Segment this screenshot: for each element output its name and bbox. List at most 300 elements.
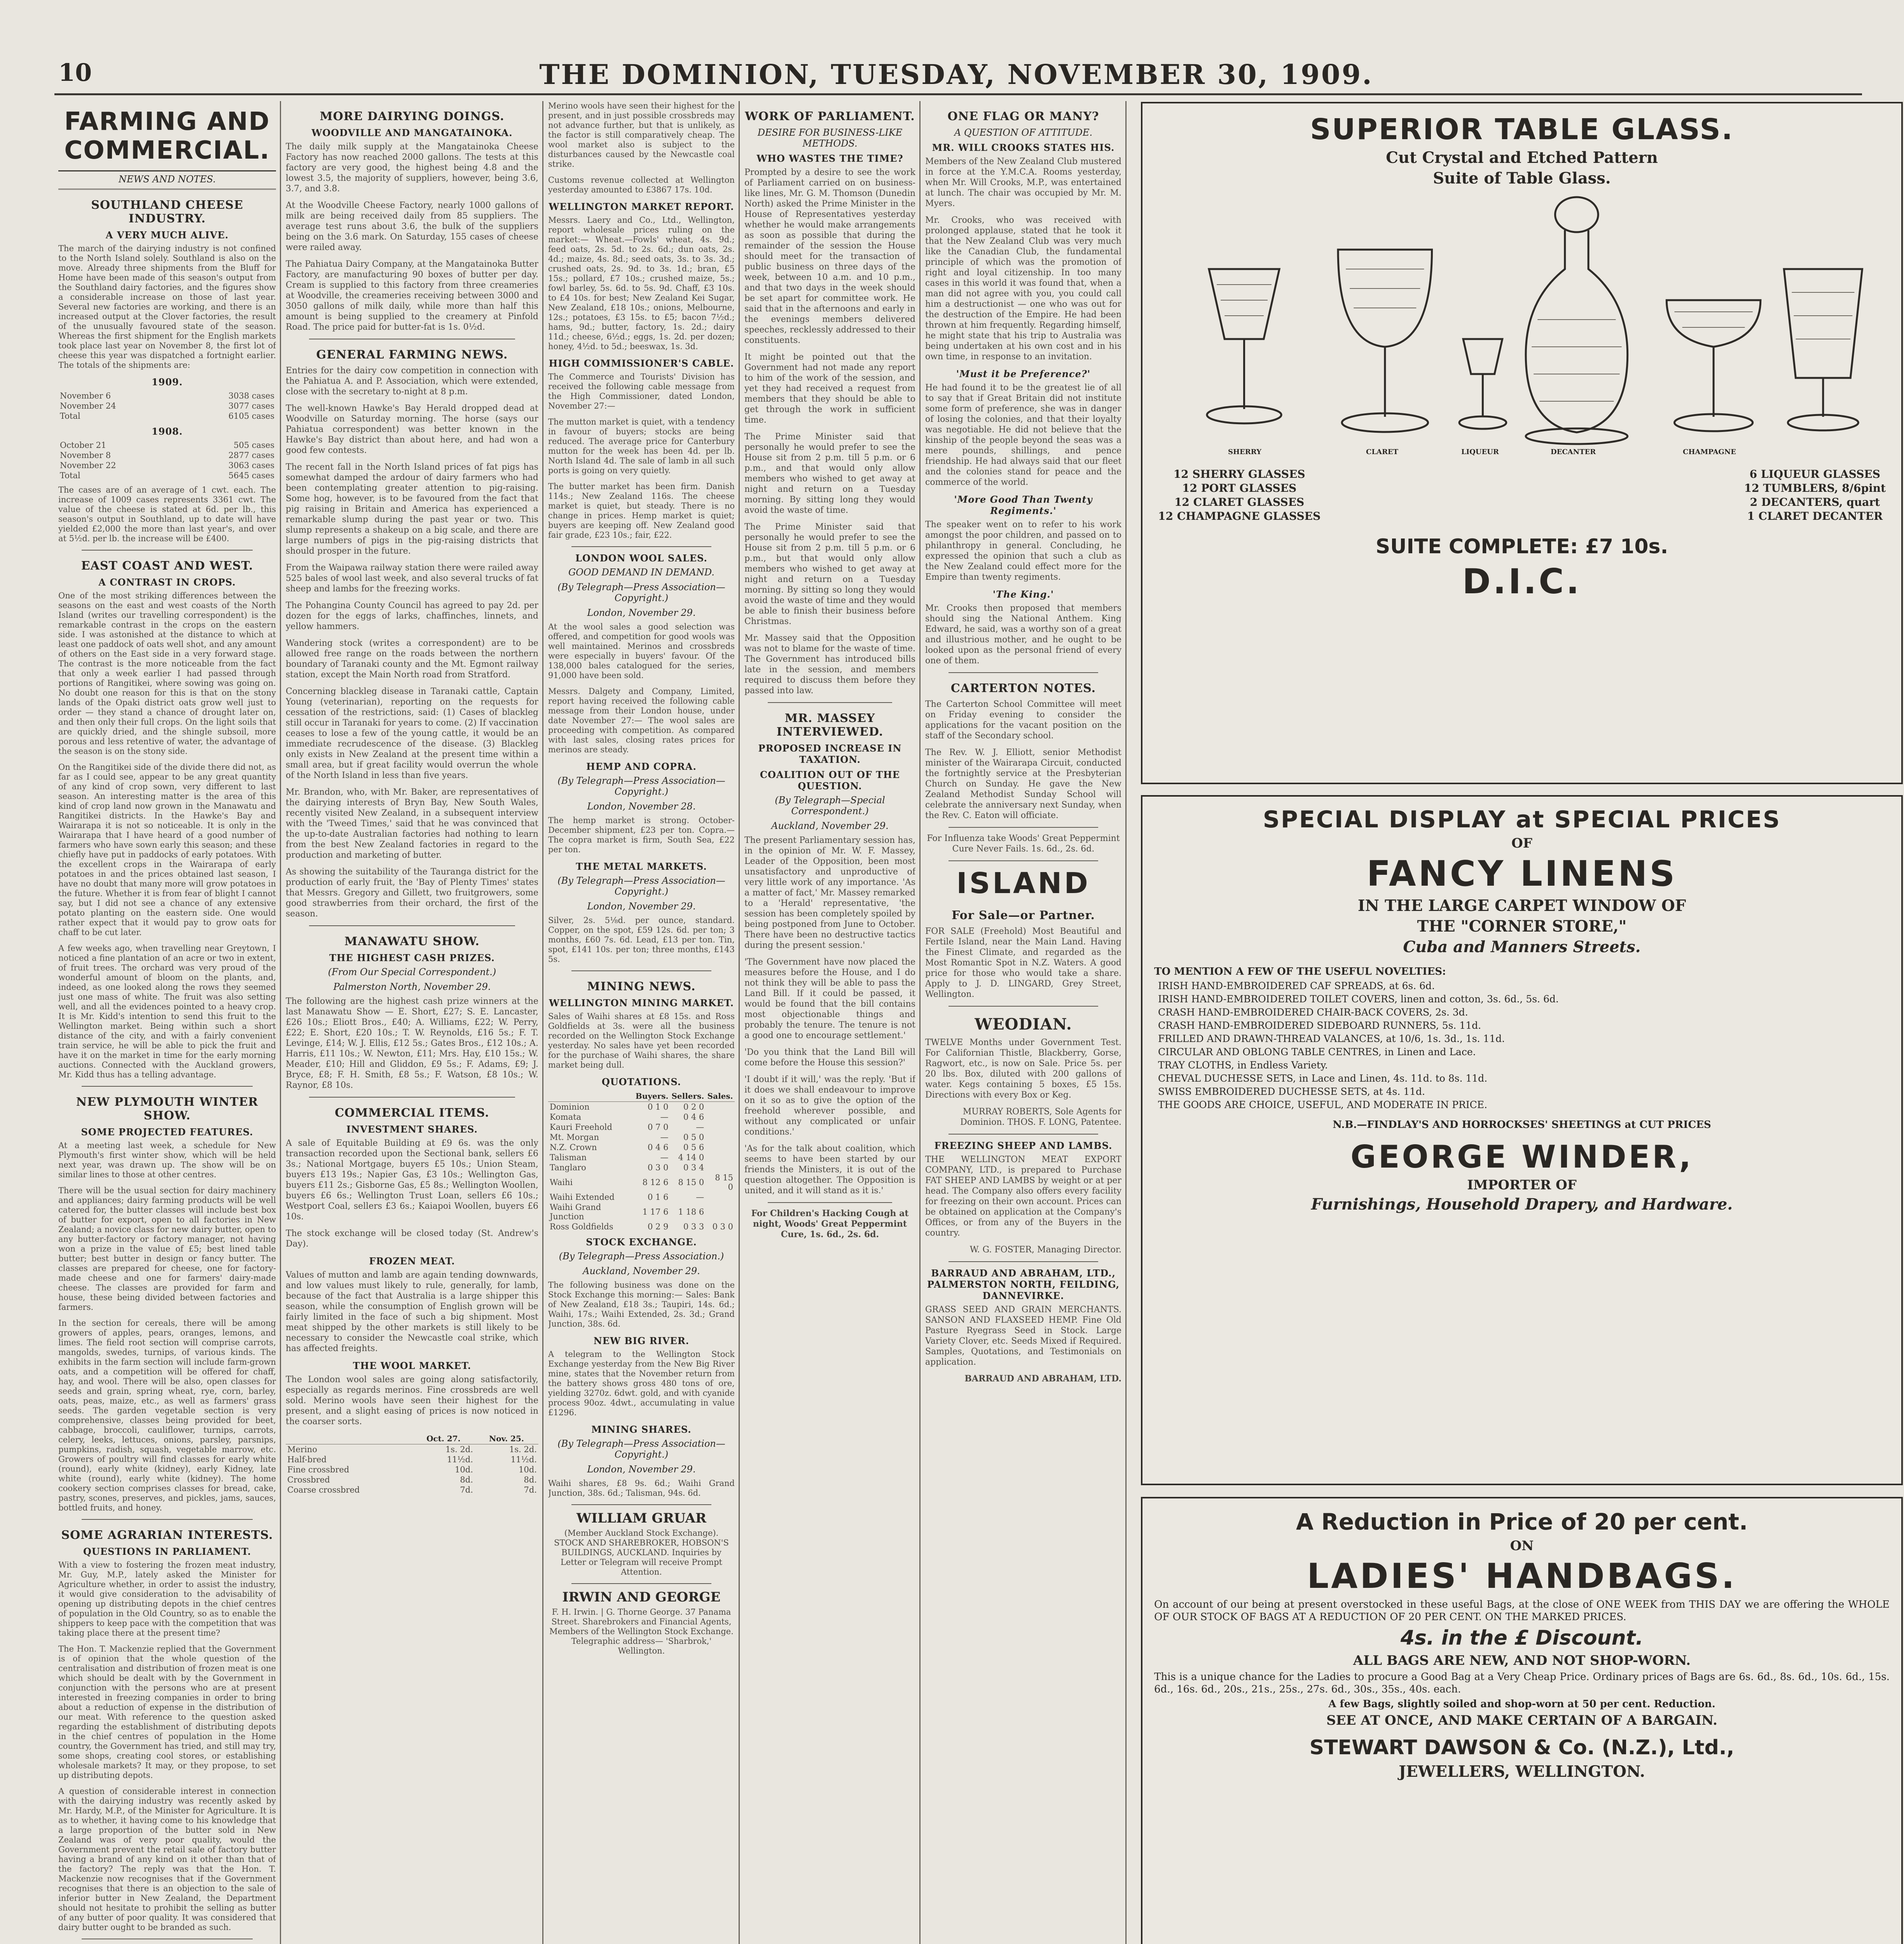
wool-grade: Fine crossbred — [287, 1465, 349, 1474]
sales-price: 8 15 0 — [715, 1173, 733, 1192]
table-year: 1908. — [151, 426, 183, 437]
ad-weodian-title: WEODIAN. — [975, 1015, 1072, 1033]
glass-list-item: 12 CHAMPAGNE GLASSES — [1158, 510, 1321, 523]
article-paragraph: The recent fall in the North Island prices of fat pigs has somewhat damped the ardour of dairy farmers who had been contemplating greater attention to pig-raising. Some hog, however, is to be favoured from the fact that pig raising in Britain and America has experienced a remarkable slump during the past year or two. This slump represents a shakeup on a big scale, and there are large numbers of pigs in the pig-raising districts that should prosper in the future. — [286, 462, 538, 556]
buyers-price: 0 1 0 — [648, 1102, 669, 1112]
mine-name: Mt. Morgan — [550, 1133, 599, 1142]
sales-price — [706, 1192, 735, 1202]
buyers-price: 0 3 0 — [648, 1163, 669, 1172]
article-head: MR. MASSEY INTERVIEWED. — [776, 712, 884, 739]
article-paragraph: The speaker went on to refer to his work amongst the poor children, and passed on to philanthropy in general. Concluding, he expressed the opinion that such a club as the New Zealand could effect more for the Empire than twenty regiments. — [925, 520, 1121, 582]
article-paragraph: Mr. Crooks, who was received with prolonged applause, stated that he took it that the New Zealand Club was very much like the Canadian Club, the fundamental principle of which was the promotion of right and loyal citizenship. In too many cases in this world it was found that, when a man did not agree with you, you could call him a destructionist — one who was out for the destruction of the Empire. He had been thrown at him frequently. Regarding himself, he might state that his trip to Australia was being undertaken at his own cost and in his own time, in response to an invitation. — [925, 215, 1121, 362]
column-dairying — [286, 101, 538, 1944]
sales-price: 0 3 0 — [712, 1222, 733, 1231]
article-paragraph: Silver, 2s. 5⅛d. per ounce, standard. Copper, on the spot, £59 12s. 6d. per ton; 3 months, £60 7s. 6d. Lead, £13 per ton. Tin, spot, £141 10s. per ton; three months, £143 5s. — [548, 916, 735, 964]
column-parliament — [744, 101, 915, 1944]
glass-list-left — [1158, 467, 1321, 523]
article-dateline: London, November 29. — [587, 607, 696, 618]
sellers-price: — — [696, 1122, 704, 1132]
divider — [949, 1006, 1098, 1007]
divider — [58, 189, 276, 190]
mine-name: Ross Goldfields — [550, 1222, 613, 1231]
sellers-price: 0 5 6 — [683, 1143, 704, 1152]
article-paragraph: The Carterton School Committee will meet on Friday evening to consider the applications for the vacant position on the staff of the Secondary school. — [925, 699, 1121, 741]
article-paragraph: The following are the highest cash prize winners at the last Manawatu Show — E. Short, £27; S. E. Lancaster, £26 10s.; Eliott Bros., £40; A. Williams, £22; W. Perry, £22; E. Short, £20 10s.; T. W. Reynolds, £16 5s.; F. T. Levinge, £14; W. J. Ellis, £12 5s.; Gates Bros., £12 10s.; A. Harris, £11 10s.; W. Newton, £11; Mrs. Hay, £10 15s.; W. Meader, £10; Hill and Gliddon, £9 5s.; F. Adams, £9; J. Bryce, £8; F. H. Smith, £8 5s.; F. Watson, £8 10s.; W. Raynor, £8 10s. — [286, 996, 538, 1090]
article-paragraph: 'The Government have now placed the measures before the House, and I do not think they will be able to pass the Land Bill. If it could be passed, it would be found that the bill contains most objectionable things and probably the tenure. The tenure is not a good one to encourage settlement.' — [744, 957, 915, 1040]
divider — [949, 672, 1098, 673]
linen-item: CRASH HAND-EMBROIDERED CHAIR-BACK COVERS, 2s. 3d. — [1158, 1007, 1468, 1018]
mine-name: Komata — [550, 1112, 582, 1122]
ad-linens-brand: GEORGE WINDER, — [1350, 1139, 1693, 1175]
ad-handbags-body2: This is a unique chance for the Ladies to procure a Good Bag at a Very Cheap Price. Ordinary prices of Bags are 6s. 6d., 8s. 6d., 10s. 6d., 15s. 6d., 16s. 6d., 20s., 21s., 25s., 27s. 6d., 30s., 35s., 40s. each. — [1154, 1671, 1890, 1695]
table-row — [286, 1465, 538, 1475]
sales-price — [706, 1163, 735, 1173]
ad-island-text: FOR SALE (Freehold) Most Beautiful and Fertile Island, near the Main Land. Having the Finest Climate, and regarded as the Most Romantic Spot in N.Z. Waters. A good price for those who would take a share. Apply to J. D. LINGARD, Grey Street, Wellington. — [925, 927, 1121, 999]
wool-price: 1s. 2d. — [509, 1445, 537, 1454]
article-crosshead: 'The King.' — [992, 589, 1054, 600]
section-kicker: NEWS AND NOTES. — [119, 174, 216, 185]
decanter-stopper-icon — [1555, 197, 1598, 232]
article-paragraph: At a meeting last week, a schedule for New Plymouth's first winter show, which will be held next year, was drawn up. The show will be on similar lines to those at other centres. — [58, 1141, 276, 1179]
ad-linens-brand-tag: Furnishings, Household Drapery, and Hardware. — [1311, 1195, 1733, 1213]
article-paragraph: As showing the suitability of the Tauranga district for the production of early fruit, the 'Bay of Plenty Times' states that Messrs. Gregory and Gillett, two fruitgrowers, some good strawberries from their orchard, the first of the season. — [286, 867, 538, 919]
article-head: STOCK EXCHANGE. — [586, 1236, 697, 1248]
article-paragraph: The Pohangina County Council has agreed to pay 2d. per dozen for the eggs of larks, chaffinches, linnets, and yellow hammers. — [286, 601, 538, 631]
ad-island-sub: For Sale—or Partner. — [951, 909, 1095, 922]
ad-linens-headline: FANCY LINENS — [1366, 853, 1677, 894]
table-row — [548, 1142, 735, 1152]
table-row — [548, 1112, 735, 1122]
table-row — [58, 440, 276, 450]
ad-freezing-title: FREEZING SHEEP AND LAMBS. — [934, 1140, 1113, 1151]
linen-item: TRAY CLOTHS, in Endless Variety. — [1158, 1059, 1328, 1071]
table-header-cell — [286, 1433, 412, 1444]
divider — [949, 1134, 1098, 1135]
shipment-date: Total — [60, 471, 80, 480]
article-paragraph: A few weeks ago, when travelling near Greytown, I noticed a fine plantation of an acre or two in extent, of fruit trees. The orchard was very proud of the wonderful amount of bloom on the plants, and, indeed, as one looked along the rows they seemed just one mass of white. The fruit was also setting well, and all the evidences pointed to a heavy crop. It is Mr. Kidd's intention to send this fruit to the Wellington market. Being within such a short distance of the city, and with a fairly convenient train service, he will be able to pick the fruit and have it on the market in time for the early morning auctions. Connected with the Auckland growers, Mr. Kidd thus has a telling advantage. — [58, 944, 276, 1079]
table-row — [58, 460, 276, 470]
article-paragraph: A sale of Equitable Building at £9 6s. was the only transaction recorded upon the Sectional bank, sellers £6 3s.; National Mortgage, buyers £5 10s.; Union Steam, buyers £13 19s.; Napier Gas, £3 10s.; Wellington Gas, buyers £11 2s.; Gisborne Gas, £5 8s.; Wellington Woollen, buyers £6 6s.; Wellington Trust Loan, sellers £6 10s.; Westport Coal, sellers £3 6s.; Kaiapoi Woollen, buyers £6 10s. — [286, 1138, 538, 1222]
table-row — [58, 411, 276, 421]
ad-handbags-few: A few Bags, slightly soiled and shop-worn at 50 per cent. Reduction. — [1328, 1698, 1715, 1710]
column-rule — [919, 101, 921, 1944]
wool-grade: Coarse crossbred — [287, 1485, 360, 1495]
ad-island-title: ISLAND — [956, 867, 1090, 900]
article-head: ONE FLAG OR MANY? — [947, 110, 1099, 123]
ad-linens-brand-sub: IMPORTER OF — [1467, 1177, 1577, 1193]
article-subhead: GOOD DEMAND IN DEMAND. — [568, 567, 714, 578]
mine-name: N.Z. Crown — [550, 1143, 597, 1152]
article-paragraph: The London wool sales are going along satisfactorily, especially as regards merinos. Fine crossbreds are well sold. Merino wools have seen their highest for the present, and a slight easing of prices is now noticed in the coarser sorts. — [286, 1375, 538, 1427]
divider — [82, 1086, 253, 1087]
newspaper-title: THE DOMINION, TUESDAY, NOVEMBER 30, 1909. — [539, 58, 1373, 91]
wool-price: 7d. — [524, 1485, 537, 1495]
article-paragraph: Mr. Crooks then proposed that members should sing the National Anthem. King Edward, he said, was a worthy son of a great and illustrious mother, and he ought to be looked upon as the personal friend of every one of them. — [925, 603, 1121, 666]
article-paragraph: The hemp market is strong. October-December shipment, £23 per ton. Copra.—The copra market is firm, South Sea, £22 per ton. — [548, 816, 735, 854]
divider — [768, 1202, 892, 1203]
ad-weodian-text: TWELVE Months under Government Test. For Californian Thistle, Blackberry, Gorse, Ragwort, etc., is now on Sale. Price 5s. per 20 lbs. Box, diluted with 200 gallons of water. Kegs containing 5 boxes, £5 15s. Directions with every Box or Keg. — [925, 1038, 1121, 1100]
article-paragraph: The Rev. W. J. Elliott, senior Methodist minister of the Wairarapa Circuit, conducted the fortnightly service at the Presbyterian Church on Sunday. He gave the New Zealand Methodist Sunday School will celebrate the anniversary next Sunday, when the Rev. C. Eaton will officiate. — [925, 748, 1121, 820]
table-row — [548, 1102, 735, 1112]
ad-glass-title: SUPERIOR TABLE GLASS. — [1310, 113, 1734, 146]
caption-liqueur: LIQUEUR — [1461, 448, 1499, 456]
article-paragraph: 'I doubt if it will,' was the reply. 'But if it does we shall endeavour to improve on it so as to give the option of the freehold wherever possible, and without any complicated or unfair conditions.' — [744, 1075, 915, 1137]
linen-item: CHEVAL DUCHESSE SETS, in Lace and Linen, 4s. 11d. to 8s. 11d. — [1158, 1073, 1488, 1084]
ad-barraud-sig: BARRAUD AND ABRAHAM, LTD. — [964, 1374, 1121, 1384]
table-row — [548, 1192, 735, 1202]
divider — [949, 860, 1098, 861]
sellers-price: 0 3 3 — [683, 1222, 704, 1231]
caption-sherry: SHERRY — [1228, 448, 1261, 456]
article-subhead: MR. WILL CROOKS STATES HIS. — [932, 142, 1115, 153]
sales-price — [706, 1202, 735, 1222]
article-head: LONDON WOOL SALES. — [575, 552, 707, 564]
table-row — [548, 1132, 735, 1142]
article-subhead: THE WOOL MARKET. — [353, 1360, 472, 1371]
article-head: HIGH COMMISSIONER'S CABLE. — [548, 358, 734, 369]
table-row — [58, 450, 276, 460]
article-paragraph: Merino wools have seen their highest for the present, and in just possible crossbreds may not advance further, but that is unlikely, as the factor is still comparatively cheap. The wool market also is subject to the disturbances caused by the Newcastle coal strike. — [548, 101, 735, 169]
ad-freezing-sig: W. G. FOSTER, Managing Director. — [969, 1245, 1121, 1255]
article-paragraph: A telegram to the Wellington Stock Exchange yesterday from the New Big River mine, states that the November return from the battery shows gross 480 tons of ore, yielding 3270z. 6dwt. gold, and with cyanide process 90oz. 4dwt., accumulating in value £1296. — [548, 1350, 735, 1417]
ad-barraud-text: GRASS SEED AND GRAIN MERCHANTS. SANSON AND FLAXSEED HEMP. Fine Old Pasture Ryegrass Seed in Stock. Large Variety Clover, etc. Seeds Mixed if Required. Samples, Quotations, and Testimonials on application. — [925, 1305, 1121, 1367]
ad-glass-brand: D.I.C. — [1462, 561, 1582, 601]
ad-influenza-cure: For Influenza take Woods' Great Peppermint Cure Never Fails. 1s. 6d., 2s. 6d. — [927, 834, 1120, 854]
article-subhead: A QUESTION OF ATTITUDE. — [954, 127, 1093, 138]
linen-item: IRISH HAND-EMBROIDERED CAF SPREADS, at 6s. 6d. — [1158, 980, 1435, 991]
glass-list-right — [1744, 467, 1886, 523]
ad-handbags-brand: STEWART DAWSON & Co. (N.Z.), Ltd., — [1309, 1736, 1735, 1759]
article-subhead: WOODVILLE AND MANGATAINOKA. — [311, 127, 513, 138]
divider — [949, 1261, 1098, 1262]
shipment-date: Total — [60, 411, 80, 421]
article-paragraph: The butter market has been firm. Danish 114s.; New Zealand 116s. The cheese market is quiet, but steady. There is no change in prices. Hemp market is quiet; buyers are keeping off. New Zealand good fair grade, £23 10s.; fair, £22. — [548, 482, 735, 540]
article-head: HEMP AND COPRA. — [586, 761, 697, 772]
article-head: GENERAL FARMING NEWS. — [316, 348, 508, 362]
wool-prices-table — [286, 1433, 538, 1495]
divider — [571, 546, 711, 547]
article-paragraph: The stock exchange will be closed today (St. Andrew's Day). — [286, 1229, 538, 1249]
article-paragraph: The daily milk supply at the Mangatainoka Cheese Factory has now reached 2000 gallons. The tests at this factory are very good, the highest being 4.8 and the lowest 3.5, the majority of suppliers, however, being 3.6, 3.7, and 3.8. — [286, 142, 538, 194]
shipments-table-1908 — [58, 440, 276, 481]
article-kicker: (By Telegraph—Special Correspondent.) — [775, 795, 885, 816]
decanter-icon — [1526, 230, 1628, 432]
sellers-price: 4 14 0 — [678, 1153, 704, 1162]
table-row — [548, 1122, 735, 1132]
ad-handbags-discount: 4s. in the £ Discount. — [1400, 1626, 1644, 1650]
divider — [571, 1583, 711, 1584]
ad-glass-sub: Suite of Table Glass. — [1433, 169, 1611, 187]
article-paragraph: It might be pointed out that the Government had not made any report to him of the work of the session, and yet they had received a request from members that they should be able to get through the work in sufficient time. — [744, 352, 915, 425]
divider — [82, 1519, 253, 1520]
table-row — [58, 391, 276, 401]
glass-list-item: 12 CLARET GLASSES — [1174, 496, 1305, 509]
sellers-price: 0 5 0 — [683, 1133, 704, 1142]
article-paragraph: The well-known Hawke's Bay Herald dropped dead at Woodville on Saturday morning. The horse (says our Pahiatua correspondent) was better known in the Hawke's Bay district than about here, and had won a good few contests. — [286, 404, 538, 455]
divider — [82, 550, 253, 551]
ad-handbags-body: On account of our being at present overstocked in these useful Bags, at the close of ONE WEEK from THIS DAY we are offering the WHOLE OF OUR STOCK OF BAGS AT A REDUCTION OF 20 PER CENT. ON THE MARKED PRICES. — [1154, 1599, 1890, 1623]
wool-price: 11½d. — [447, 1455, 473, 1464]
article-crosshead: 'More Good Than Twenty Regiments.' — [954, 494, 1093, 516]
sherry-glass-icon — [1209, 269, 1279, 339]
article-head: MORE DAIRYING DOINGS. — [320, 110, 505, 123]
buyers-price: — — [660, 1153, 669, 1162]
ad-linens-of: OF — [1511, 836, 1532, 851]
ad-table-glass — [1141, 102, 1903, 784]
article-paragraph: 'Do you think that the Land Bill will come before the House this session?' — [744, 1047, 915, 1068]
ad-gruar-text: (Member Auckland Stock Exchange). STOCK AND SHAREBROKER, HOBSON'S BUILDINGS, AUCKLAND. Inquiries by Letter or Telegram will receive Prompt Attention. — [554, 1528, 729, 1577]
ad-glass-sub: Cut Crystal and Etched Pattern — [1386, 149, 1658, 167]
mine-name: Kauri Freehold — [550, 1122, 612, 1132]
linen-item: CIRCULAR AND OBLONG TABLE CENTRES, in Linen and Lace. — [1158, 1046, 1476, 1058]
article-subhead: WHO WASTES THE TIME? — [756, 153, 903, 164]
linen-item: FRILLED AND DRAWN-THREAD VALANCES, at 10/6, 1s. 3d., 1s. 11d. — [1158, 1033, 1505, 1044]
sellers-price: 0 4 6 — [683, 1112, 704, 1122]
sales-price — [706, 1102, 735, 1112]
article-paragraph: Messrs. Dalgety and Company, Limited, report having received the following cable message from their London house, under date November 27:— The wool sales are proceeding with competition. As compared with last sales, closing rates prices for merinos are steady. — [548, 687, 735, 754]
article-dateline: London, November 29. — [587, 1464, 696, 1475]
article-subhead: FROZEN MEAT. — [369, 1255, 455, 1267]
shipment-cases: 5645 cases — [228, 471, 274, 480]
champagne-glass-icon — [1666, 300, 1761, 347]
article-paragraph: The Prime Minister said that personally he would prefer to see the House sit from 2 p.m. till 5 p.m. or 6 p.m., and that would only allow members who wished to get away at night and return on a Tuesday morning. By sitting long they would avoid the waste of time. — [744, 432, 915, 515]
ad-weodian-sig: MURRAY ROBERTS, Sole Agents for Dominion. THOS. F. LONG, Patentee. — [960, 1107, 1121, 1127]
article-paragraph: At the Woodville Cheese Factory, nearly 1000 gallons of milk are being received daily from 85 suppliers. The average test runs about 3.6, the bulk of the suppliers being on the 3.6 mark. On Saturday, 155 cases of cheese were railed away. — [286, 201, 538, 252]
table-year: 1909. — [151, 376, 183, 388]
article-kicker: (By Telegraph—Press Association—Copyright.) — [557, 1438, 725, 1460]
article-paragraph: Values of mutton and lamb are again tending downwards, and low values must likely to rule, generally, for lamb, because of the fact that Australia is a large shipper this season, while the consumption of English grown will be fairly limited in the face of such a big shipment. Most meat shipped by the other markets is still likely to be necessary to consider the Newcastle coal strike, which has affected freights. — [286, 1270, 538, 1353]
ad-irwin-title: IRWIN AND GEORGE — [562, 1589, 721, 1605]
sales-price — [706, 1112, 735, 1122]
table-header-cell: Oct. 27. — [412, 1433, 475, 1444]
table-title: QUOTATIONS. — [601, 1076, 681, 1087]
ad-linens-sub: Cuba and Manners Streets. — [1403, 938, 1641, 956]
table-row — [286, 1444, 538, 1455]
article-subhead: QUESTIONS IN PARLIAMENT. — [83, 1546, 252, 1557]
column-rule — [280, 101, 281, 1944]
shipment-date: November 6 — [60, 391, 111, 400]
caption-champagne: CHAMPAGNE — [1683, 448, 1736, 456]
article-subhead: WELLINGTON MINING MARKET. — [549, 997, 734, 1009]
ad-linens-sub: IN THE LARGE CARPET WINDOW OF — [1357, 897, 1686, 915]
claret-glass-icon — [1338, 250, 1432, 347]
wool-price: 1s. 2d. — [445, 1445, 473, 1454]
article-dateline: Auckland, November 29. — [583, 1266, 700, 1276]
linen-item: IRISH HAND-EMBROIDERED TOILET COVERS, linen and cotton, 3s. 6d., 5s. 6d. — [1158, 993, 1559, 1005]
divider — [949, 827, 1098, 828]
article-dateline: Palmerston North, November 29. — [333, 981, 491, 992]
article-subhead: DESIRE FOR BUSINESS-LIKE METHODS. — [757, 127, 903, 149]
article-kicker: (From Our Special Correspondent.) — [328, 967, 496, 977]
column-rule — [739, 101, 740, 1944]
shipment-date: November 22 — [60, 461, 116, 470]
tumbler-icon — [1784, 269, 1862, 378]
article-head: MINING SHARES. — [591, 1424, 692, 1435]
table-row — [548, 1163, 735, 1173]
sellers-price: 1 18 6 — [678, 1207, 704, 1217]
article-subhead: PROPOSED INCREASE IN TAXATION. — [758, 743, 902, 765]
article-paragraph: The following business was done on the Stock Exchange this morning:— Sales: Bank of New Zealand, £18 3s.; Taupiri, 14s. 6d.; Waihi, 17s.; Waihi Extended, 2s. 3d.; Grand Junction, 38s. 6d. — [548, 1280, 735, 1329]
sales-price — [706, 1152, 735, 1163]
glass-item-list — [1158, 467, 1886, 523]
shipment-cases: 3077 cases — [228, 401, 274, 411]
glass-list-item: 12 PORT GLASSES — [1182, 482, 1297, 495]
ad-linens-sub: THE "CORNER STORE," — [1417, 917, 1627, 935]
article-paragraph: The Hon. T. Mackenzie replied that the Government is of opinion that the whole question of the centralisation and distribution of frozen meat is one which should be dealt with by the Government in conjunction with the persons who are at present interested in freezing companies in order to bring about a reduction of expense in the distribution of our meat. With reference to the question asked regarding the establishment of distributing depots in the chief centres of population in the Home country, the Government has tried, and still may try, some shops, creating cool stores, or establishing wholesale markets? It may, or they propose, to set up distributing depots. — [58, 1644, 276, 1780]
table-header-cell: Sales. — [706, 1091, 735, 1102]
shipment-cases: 3038 cases — [228, 391, 274, 400]
ad-barraud-title: BARRAUD AND ABRAHAM, LTD., PALMERSTON NORTH, FEILDING, DANNEVIRKE. — [927, 1267, 1120, 1301]
table-row — [286, 1455, 538, 1465]
article-paragraph: At the wool sales a good selection was offered, and competition for good wools was well maintained. Merinos and crossbreds were especially in buyers' favour. Of the 138,000 bales catalogued for the series, 91,000 have been sold. — [548, 622, 735, 680]
ad-glass-suite-price: SUITE COMPLETE: £7 10s. — [1375, 535, 1668, 558]
article-paragraph: The mutton market is quiet, with a tendency in favour of buyers; stocks are being reduced. The average price for Canterbury mutton for the week has been 4d. per lb. North Island 4d. The sale of lamb in all such ports is going on very quietly. — [548, 417, 735, 475]
sales-price — [706, 1142, 735, 1152]
wool-price: 8d. — [524, 1475, 537, 1484]
table-header-cell — [548, 1091, 634, 1102]
divider — [571, 970, 711, 971]
article-head: WORK OF PARLIAMENT. — [745, 110, 915, 123]
shipments-table-1909 — [58, 391, 276, 421]
shipment-date: October 21 — [60, 441, 107, 450]
table-row — [58, 470, 276, 481]
ad-handbags-on: ON — [1510, 1538, 1534, 1554]
article-paragraph: The Commerce and Tourists' Division has received the following cable message from the High Commissioner, dated London, November 27:— — [548, 372, 735, 411]
mine-name: Waihi — [550, 1178, 573, 1187]
shipment-cases: 6105 cases — [228, 411, 274, 421]
column-rule — [1125, 101, 1127, 1944]
article-subhead: A CONTRAST IN CROPS. — [98, 577, 236, 588]
buyers-price: 0 7 0 — [648, 1122, 669, 1132]
article-head: WELLINGTON MARKET REPORT. — [548, 201, 734, 212]
article-kicker: (By Telegraph—Press Association—Copyright.) — [557, 582, 725, 603]
ad-handbags-brand-sub: JEWELLERS, WELLINGTON. — [1399, 1762, 1645, 1781]
glass-list-item: 12 TUMBLERS, 8/6pint — [1744, 482, 1886, 495]
table-row — [548, 1202, 735, 1222]
ad-ladies-handbags — [1141, 1497, 1903, 1944]
article-paragraph: One of the most striking differences between the seasons on the east and west coasts of the North Island (writes our travelling correspondent) is the remarkable contrast in the crops on the eastern side. I was astonished at the distance to which at least one paddock of oats well shot, and any amount of others on the East side in a very forward stage. The contrast is the more noticeable from the fact that only a week earlier I had passed through portions of Rangitikei, where sowing was going on. No doubt one reason for this is that on the stony lands of the Opaki district oats grow well just to order — they stand a chance of drought later on, and then only their full crops. On the light soils that are quickly dried, and the shingle subsoil, more porous and less retentive of water, the advantage of the season is on the stony side. — [58, 591, 276, 756]
article-dateline: London, November 29. — [587, 901, 696, 912]
mine-name: Talisman — [550, 1153, 587, 1162]
article-paragraph: Sales of Waihi shares at £8 15s. and Ross Goldfields at 3s. were all the business recorded on the Wellington Stock Exchange yesterday. No sales have yet been recorded for the purchase of Waihi shares, the share market being dull. — [548, 1012, 735, 1070]
column-markets — [548, 101, 735, 1944]
article-paragraph: Concerning blackleg disease in Taranaki cattle, Captain Young (veterinarian), reporting on the requests for cessation of the restrictions, said: (1) Cases of blackleg still occur in Taranaki for years to come. (2) If vaccination ceases to lose a few of the young cattle, it would be an immediate recrudescence of the disease. (3) Blackleg only exists in New Zealand at the present time within a small area, but if great facility would overrun the whole of the North Island in less than five years. — [286, 687, 538, 780]
mining-quotations-table — [548, 1091, 735, 1232]
ad-linens-title: SPECIAL DISPLAY at SPECIAL PRICES — [1263, 806, 1781, 833]
mine-name: Waihi Extended — [550, 1192, 615, 1202]
article-head: SOUTHLAND CHEESE INDUSTRY. — [91, 198, 243, 226]
table-header-cell: Buyers. — [634, 1091, 670, 1102]
article-paragraph: Mr. Brandon, who, with Mr. Baker, are representatives of the dairying interests of Bryn Bay, New South Wales, recently visited New Zealand, in a subsequent interview with the 'Tweed Times,' said that he was convinced that the up-to-date Australian factories had nothing to learn from the best New Zealand factories in regard to the production and marketing of butter. — [286, 787, 538, 860]
article-dateline: London, November 28. — [587, 801, 696, 812]
article-paragraph: Entries for the dairy cow competition in connection with the Pahiatua A. and P. Association, which were extended, close with the secretary to-night at 8 p.m. — [286, 366, 538, 397]
article-head: CARTERTON NOTES. — [950, 682, 1096, 695]
wool-price: 10d. — [519, 1465, 537, 1474]
liqueur-glass-icon — [1463, 339, 1502, 374]
page-number: 10 — [58, 58, 92, 87]
article-paragraph: There will be the usual section for dairy machinery and appliances; dairy farming products will be well catered for, the butter classes will include best box of butter for export, open to all factories in New Zealand; a novice class for new dairy butter, open to any butter-factory or factory manager, not having won a prize in the value of £5; best lined table butter; best butter in design or fancy butter. The classes are prepared for cheese, one for factory-made cheese and one for farmers' dairy-made cheese. The classes are provided for farm and house, these being divided between factories and farmers. — [58, 1186, 276, 1312]
sellers-price: 0 3 4 — [683, 1163, 704, 1172]
linen-item: CRASH HAND-EMBROIDERED SIDEBOARD RUNNERS, 5s. 11d. — [1158, 1020, 1481, 1031]
wool-grade: Merino — [287, 1445, 317, 1454]
ad-linens-items — [1142, 980, 1901, 1111]
article-paragraph: Members of the New Zealand Club mustered in force at the Y.M.C.A. Rooms yesterday, when Mr. Will Crooks, M.P., was entertained at lunch. The chair was occupied by Mr. M. Myers. — [925, 157, 1121, 208]
divider — [768, 702, 892, 703]
article-kicker: (By Telegraph—Press Association—Copyright.) — [557, 775, 725, 797]
glass-list-item: 6 LIQUEUR GLASSES — [1749, 468, 1880, 481]
sellers-price: — — [696, 1192, 704, 1202]
section-banner: FARMING AND COMMERCIAL. — [58, 107, 276, 171]
wool-price: 10d. — [455, 1465, 473, 1474]
article-paragraph: Mr. Massey said that the Opposition was not to blame for the waste of time. The Government has introduced bills late in the session, and members required to discuss them before they passed into law. — [744, 633, 915, 696]
masthead-rule — [54, 93, 1862, 95]
table-row — [548, 1152, 735, 1163]
article-paragraph: From the Waipawa railway station there were railed away 525 bales of wool last week, and also several trucks of fat sheep and lambs for the freezing works. — [286, 563, 538, 594]
article-head: SOME AGRARIAN INTERESTS. — [61, 1528, 273, 1542]
article-kicker: (By Telegraph—Press Association—Copyright.) — [557, 875, 725, 897]
ad-handbags-see: SEE AT ONCE, AND MAKE CERTAIN OF A BARGAIN. — [1326, 1713, 1717, 1728]
glassware-drawing — [1150, 191, 1894, 463]
article-paragraph: The cases are of an average of 1 cwt. each. The increase of 1009 cases represents 3361 cwt. The value of the cheese is stated at 6d. per lb., this season's output in Southland, up to date will have yielded £2,000 the more than last year's, and over at 5½d. per lb. the increase will be £400. — [58, 485, 276, 543]
ad-freezing-text: THE WELLINGTON MEAT EXPORT COMPANY, LTD., is prepared to Purchase FAT SHEEP AND LAMBS by weight or at per head. The Company also offers every facility for freezing on their own account. Prices can be obtained on application at the Company's Offices, or from any of the Buyers in the country. — [925, 1155, 1121, 1238]
divider — [309, 1097, 515, 1098]
wool-grade: Half-bred — [287, 1455, 327, 1464]
article-paragraph: The present Parliamentary session has, in the opinion of Mr. W. F. Massey, Leader of the Opposition, been most unsatisfactory and unproductive of very little work of any importance. 'As a matter of fact,' Mr. Massey remarked to a 'Herald' representative, 'the session has been completely spoiled by being postponed from June to October. There have been no destructive tactics during the present session.' — [744, 836, 915, 950]
ad-handbags-headline: LADIES' HANDBAGS. — [1307, 1556, 1737, 1596]
divider — [309, 925, 515, 926]
wool-grade: Crossbred — [287, 1475, 330, 1484]
table-header-cell: Sellers. — [670, 1091, 706, 1102]
shipment-date: November 8 — [60, 451, 111, 460]
article-paragraph: On the Rangitikei side of the divide there did not, as far as I could see, appear to be any great quantity of any kind of crop sown, very different to last season. An interesting matter is the area of this kind of crop land now grown in the Manawatu and Rangitikei districts. In the Hawke's Bay and Wairarapa it is not so noticeable. It is only in the Wairarapa that I have heard of a good number of farmers who have sown early this season; and these chiefly have put in paddocks of early potatoes. With the excellent crops in the Wairarapa of early potatoes in and the prices obtained last season, I have no doubt that many more will grow potatoes in the future. Whether it is from fear of blight I cannot say, but I did not see a chance of any extensive potato planting on the eastern side. One would rather expect that it would pay to grow oats for chaff to be cut later. — [58, 762, 276, 937]
article-subhead: SOME PROJECTED FEATURES. — [81, 1126, 253, 1138]
wool-price: 11½d. — [510, 1455, 537, 1464]
article-dateline: Auckland, November 29. — [771, 820, 889, 831]
table-row — [58, 401, 276, 411]
masthead — [58, 58, 1854, 89]
article-crosshead: 'Must it be Preference?' — [956, 368, 1091, 379]
article-paragraph: Customs revenue collected at Wellington yesterday amounted to £3867 17s. 10d. — [548, 175, 735, 194]
article-paragraph: The march of the dairying industry is not confined to the North Island solely. Southland is also on the move. Already three shipments from the Bluff for Home have been made of this season's output from the Southland dairy factories, and the figures show a considerable increase on those of last year. Several new factories are working, and there is an increased output at the Clover factories, the result of the unusually favoured state of the season. Whereas the first shipment for the English markets took place last year on November 8, the first lot of cheese this year was dispatched a fortnight earlier. The totals of the shipments are: — [58, 244, 276, 370]
buyers-price: 0 1 6 — [648, 1192, 669, 1202]
table-row — [286, 1485, 538, 1495]
ad-handbags-new: ALL BAGS ARE NEW, AND NOT SHOP-WORN. — [1353, 1653, 1691, 1668]
glass-list-item: 12 SHERRY GLASSES — [1173, 468, 1305, 481]
article-head: THE METAL MARKETS. — [576, 861, 707, 872]
glass-list-item: 2 DECANTERS, quart — [1750, 496, 1880, 509]
article-paragraph: A question of considerable interest in connection with the dairying industry was recently asked by Mr. Hardy, M.P., of the Minister for Agriculture. It is as to whether, it having come to his knowledge that a large proportion of the butter sold in New Zealand was of very poor quality, would the Government prevent the retail sale of factory butter having a brand of any kind on it other than that of the factory? The reply was that the Hon. T. Mackenzie now recognises that if the Government recognises that there is an objection to the sale of inferior butter in New Zealand, the Department should not hesitate to prohibit the selling as butter of any butter of poor quality. It was considered that dairy butter ought to be branded as such. — [58, 1787, 276, 1932]
linen-item: SWISS EMBROIDERED DUCHESSE SETS, at 4s. 11d. — [1158, 1086, 1425, 1097]
mine-name: Dominion — [550, 1102, 590, 1112]
article-paragraph: The Pahiatua Dairy Company, at the Mangatainoka Butter Factory, are manufacturing 90 boxes of butter per day. Cream is supplied to this factory from three creameries at Woodville, the creameries receiving between 3000 and 3050 gallons of milk daily, while more than half this amount is being supplied to the creamery at Pinfold Road. The price paid for butter-fat is 1s. 0½d. — [286, 259, 538, 332]
buyers-price: 0 2 9 — [648, 1222, 669, 1231]
glass-list-item: 1 CLARET DECANTER — [1747, 510, 1883, 523]
article-paragraph: He had found it to be the greatest lie of all to say that if Great Britain did not institute some form of preference, she was in danger of losing the colonies, and that their loyalty was negotiable. He did not believe that the kinship of the people beyond the seas was a mere pounds, shillings, and pence friendship. He had always said that our fleet and the colonies stand for peace and the commerce of the world. — [925, 383, 1121, 487]
glassware-illustration — [1150, 191, 1894, 463]
ad-linens-nb: N.B.—FINDLAY'S AND HORROCKSES' SHEETINGS at CUT PRICES — [1333, 1119, 1711, 1131]
buyers-price: — — [660, 1112, 669, 1122]
mine-name: Waihi Grand Junction — [550, 1203, 601, 1221]
table-row — [548, 1222, 735, 1232]
article-paragraph: Waihi shares, £8 9s. 6d.; Waihi Grand Junction, 38s. 6d.; Talisman, 94s. 6d. — [548, 1479, 735, 1498]
article-head: MINING NEWS. — [587, 980, 696, 993]
article-paragraph: With a view to fostering the frozen meat industry, Mr. Guy, M.P., lately asked the Minister for Agriculture whether, in order to assist the industry, it would give consideration to the advisability of opening up distributing depots in the chief centres of population in the Old Country, so as to enable the shippers to keep pace with the competition that was taking place there at the present time? — [58, 1560, 276, 1638]
buyers-price: 0 4 6 — [648, 1143, 669, 1152]
article-head: COMMERCIAL ITEMS. — [335, 1106, 489, 1120]
sellers-price: 8 15 0 — [678, 1178, 704, 1187]
article-paragraph: 'As for the talk about coalition, which seems to have been started by our friends the Ministers, it is out of the question altogether. The Opposition is united, and it will stand as it is.' — [744, 1144, 915, 1196]
sellers-price: 0 2 0 — [683, 1102, 704, 1112]
